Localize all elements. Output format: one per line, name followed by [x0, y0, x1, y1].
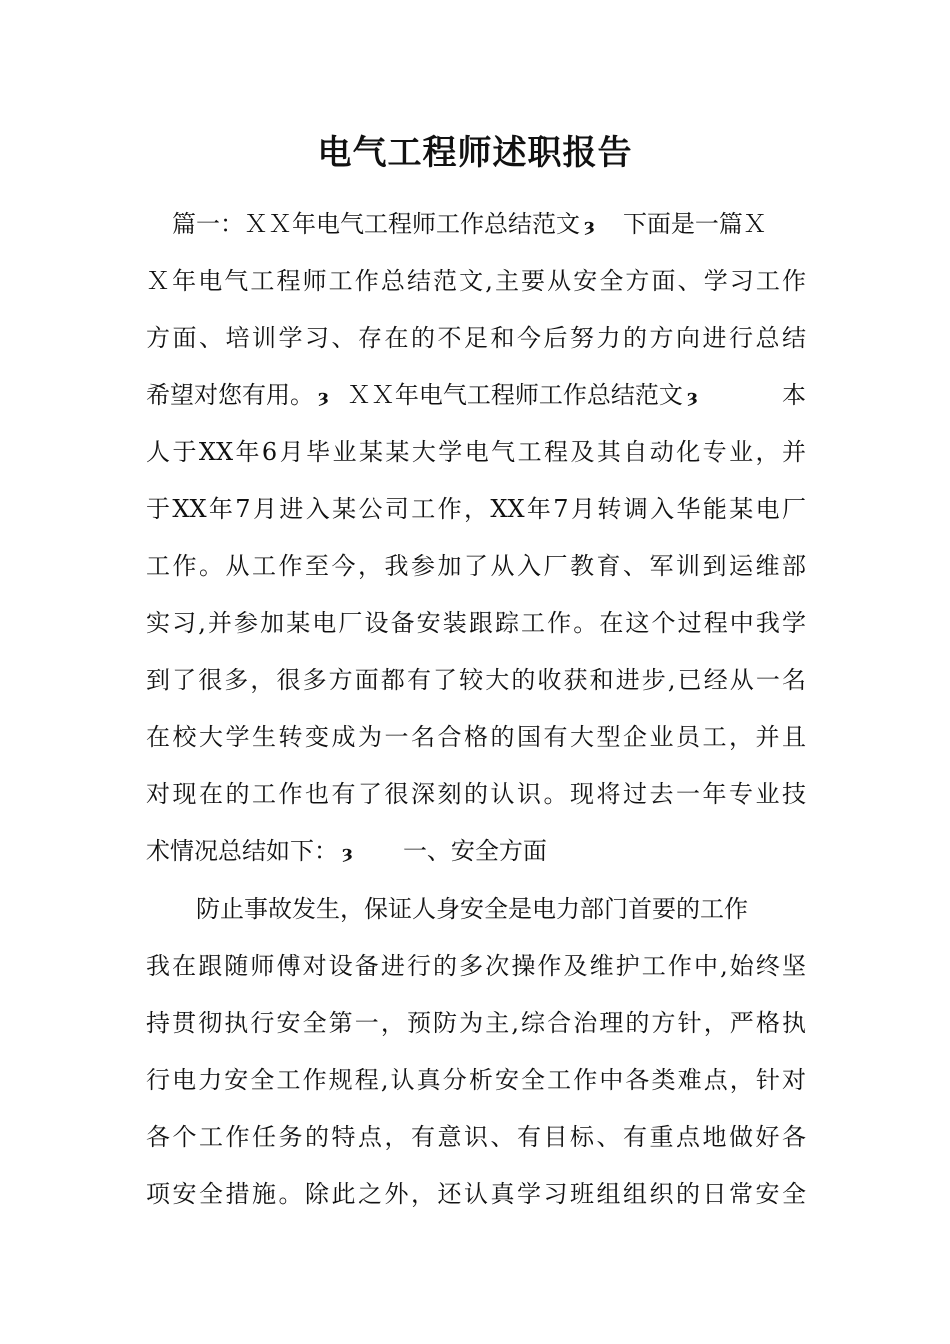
paragraph-mark-icon: ȝ — [342, 841, 353, 863]
paragraph-line-1 — [146, 204, 806, 244]
paragraph-line-7 — [146, 546, 806, 586]
paragraph-line-4 — [146, 375, 806, 415]
line-text: 持贯彻执行安全第一，预防为主,综合治理的方针，严格执 — [146, 1009, 806, 1037]
paragraph-line-10 — [146, 717, 806, 757]
line-text: 行电力安全工作规程,认真分析安全工作中各类难点，针对 — [146, 1066, 806, 1094]
line-text: 实习,并参加某电厂设备安装跟踪工作。在这个过程中我学 — [146, 609, 806, 637]
line-text: 下面是一篇Ｘ — [622, 210, 767, 238]
paragraph-line-17 — [146, 1117, 806, 1157]
paragraph-line-8 — [146, 603, 806, 643]
paragraph-line-3 — [146, 318, 806, 358]
paragraph-line-18 — [146, 1174, 806, 1214]
line-text: 人于XX年6月毕业某某大学电气工程及其自动化专业，并 — [146, 438, 806, 466]
paragraph-line-2 — [146, 261, 806, 301]
section-heading: 一、安全方面 — [402, 837, 547, 865]
line-text: 我在跟随师傅对设备进行的多次操作及维护工作中,始终坚 — [146, 952, 806, 980]
paragraph-line-9 — [146, 660, 806, 700]
line-text: Ｘ年电气工程师工作总结范文,主要从安全方面、学习工作 — [146, 267, 806, 295]
line-text: 本 — [782, 381, 806, 409]
line-text: 希望对您有用。 — [146, 381, 314, 409]
paragraph-line-13 — [146, 889, 806, 929]
line-text: 对现在的工作也有了很深刻的认识。现将过去一年专业技 — [146, 780, 806, 808]
document-title: 电气工程师述职报告 — [317, 133, 633, 173]
line-text: 项安全措施。除此之外，还认真学习班组组织的日常安全 — [146, 1180, 806, 1208]
paragraph-line-16 — [146, 1060, 806, 1100]
paragraph-line-12 — [146, 831, 806, 871]
line-text: 在校大学生转变成为一名合格的国有大型企业员工，并且 — [146, 723, 806, 751]
paragraph-mark-icon: ȝ — [686, 385, 698, 407]
line-text: 篇一：ＸＸ年电气工程师工作总结范文 — [172, 210, 580, 238]
paragraph-mark-icon: ȝ — [318, 385, 329, 407]
paragraph-line-14 — [146, 946, 806, 986]
line-text: 工作。从工作至今，我参加了从入厂教育、军训到运维部 — [146, 552, 806, 580]
paragraph-line-5 — [146, 432, 806, 472]
paragraph-line-11 — [146, 774, 806, 814]
line-text: 到了很多，很多方面都有了较大的收获和进步,已经从一名 — [146, 666, 806, 694]
line-text: 于XX年7月进入某公司工作，XX年7月转调入华能某电厂 — [146, 495, 806, 523]
line-text: 防止事故发生，保证人身安全是电力部门首要的工作 — [196, 895, 748, 923]
line-text: 方面、培训学习、存在的不足和今后努力的方向进行总结 — [146, 324, 806, 352]
paragraph-line-15 — [146, 1003, 806, 1043]
paragraph-line-6 — [146, 489, 806, 529]
paragraph-mark-icon: ȝ — [584, 214, 595, 236]
line-text: 各个工作任务的特点，有意识、有目标、有重点地做好各 — [146, 1123, 806, 1151]
line-text: ＸＸ年电气工程师工作总结范文 — [346, 381, 683, 409]
line-text: 术情况总结如下： — [146, 837, 338, 865]
